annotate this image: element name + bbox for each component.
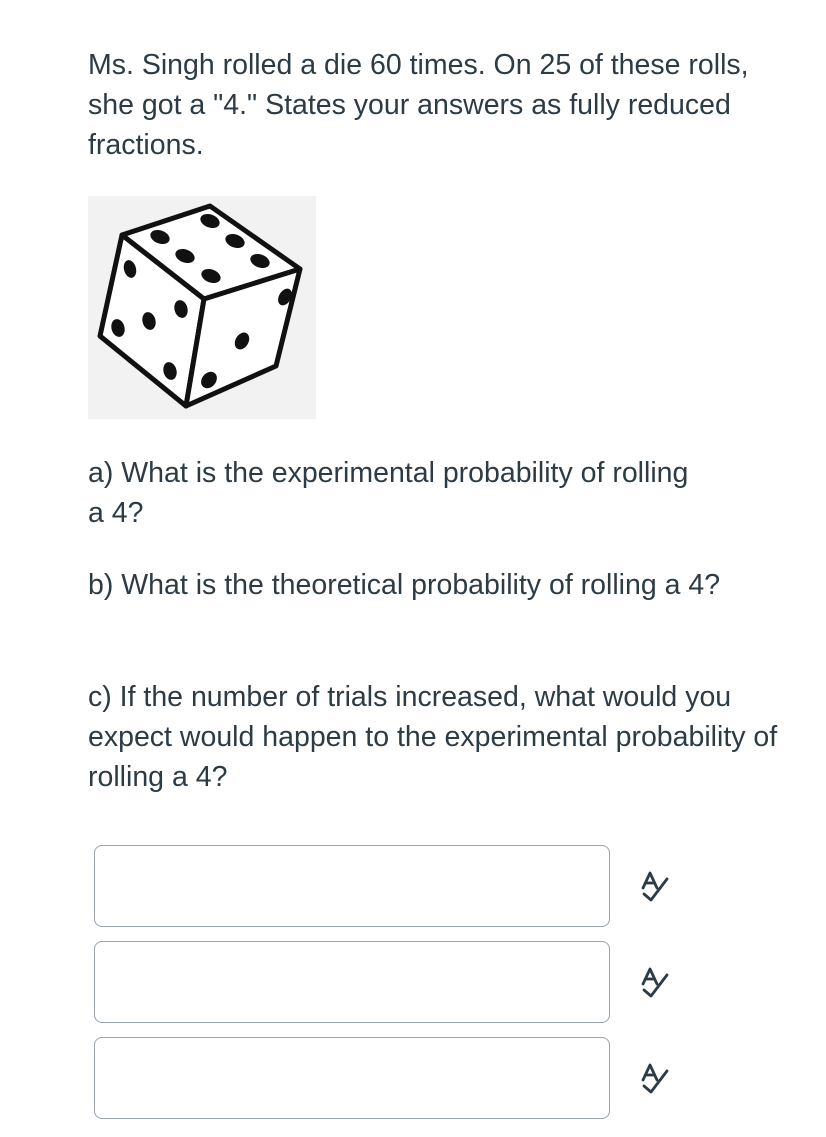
answer-row-b [94, 941, 694, 1023]
question-intro: Ms. Singh rolled a die 60 times. On 25 of these rolls, she got a "4." States your answers as fully reduced fractions. [88, 49, 749, 161]
answer-input-a[interactable] [94, 845, 610, 927]
answer-input-c[interactable] [94, 1037, 610, 1119]
question-part-c: c) If the number of trials increased, what would you expect would happen to the experimental probability of rolling a 4? [88, 681, 778, 793]
spellcheck-icon[interactable] [634, 1059, 674, 1099]
dice-image [88, 196, 316, 419]
answer-input-b[interactable] [94, 941, 610, 1023]
dice-icon [88, 196, 316, 419]
question-part-b: b) What is the theoretical probability of rolling a 4? [88, 569, 721, 601]
answer-row-a [94, 845, 694, 927]
spellcheck-icon[interactable] [634, 963, 674, 1003]
answer-row-c [94, 1037, 694, 1119]
spellcheck-icon[interactable] [634, 867, 674, 907]
question-part-a: a) What is the experimental probability of rolling a 4? [88, 457, 689, 529]
